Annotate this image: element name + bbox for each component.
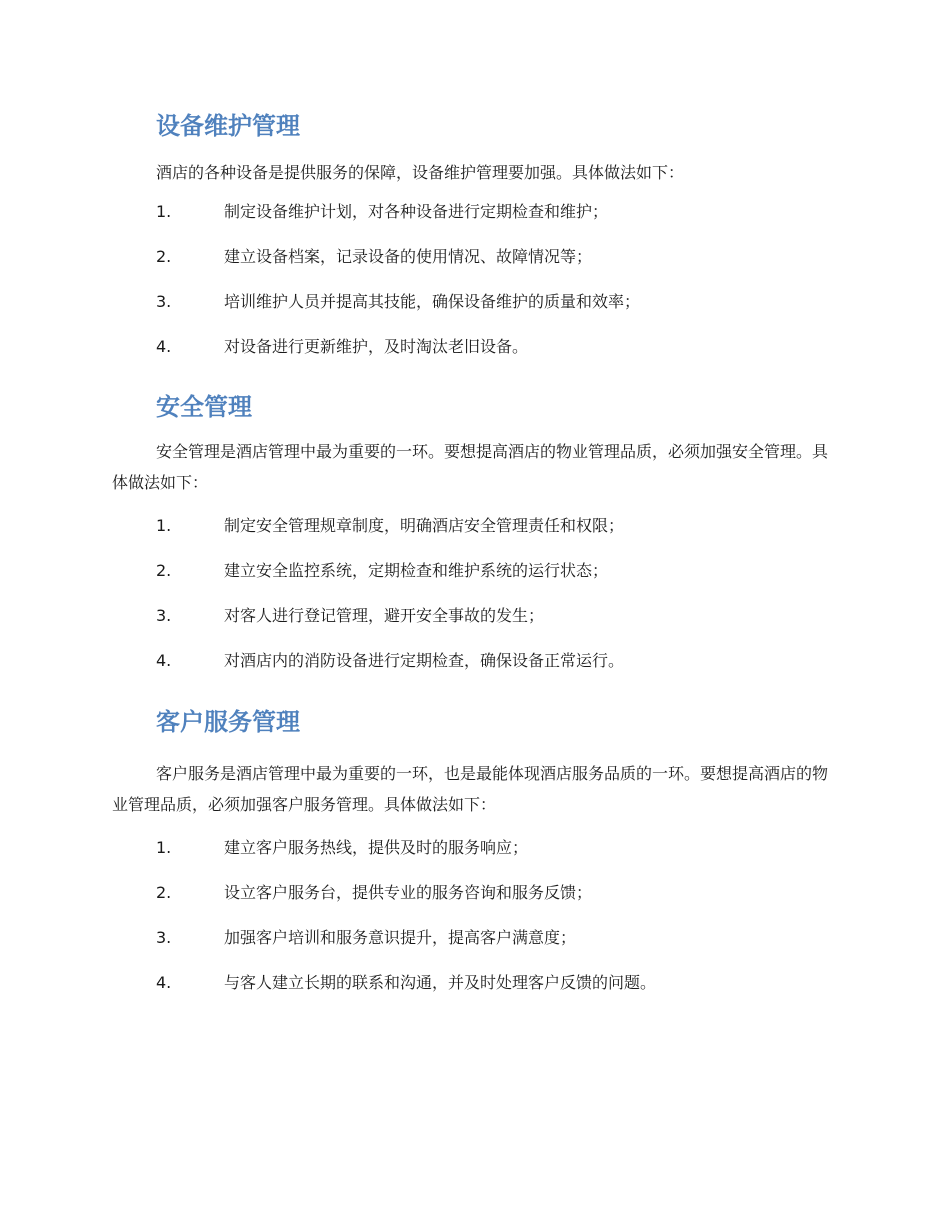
list-item-text: 与客人建立长期的联系和沟通，并及时处理客户反馈的问题。	[224, 973, 657, 992]
list-item	[112, 290, 832, 335]
list-item-text: 对酒店内的消防设备进行定期检查，确保设备正常运行。	[224, 651, 625, 670]
list-item	[112, 649, 832, 694]
section-heading: 安全管理	[156, 393, 252, 421]
list-item-number: 3.	[156, 928, 172, 947]
list-item-text: 对设备进行更新维护，及时淘汰老旧设备。	[224, 337, 529, 356]
section-intro: 酒店的各种设备是提供服务的保障，设备维护管理要加强。具体做法如下：	[156, 163, 685, 182]
list-item-number: 4.	[156, 337, 172, 356]
list-item	[112, 926, 832, 971]
list-item-text: 培训维护人员并提高其技能，确保设备维护的质量和效率；	[224, 292, 641, 311]
list-item	[112, 881, 832, 926]
list-item-number: 2.	[156, 247, 172, 266]
list-item-text: 建立安全监控系统，定期检查和维护系统的运行状态；	[224, 561, 609, 580]
list-item	[112, 200, 832, 245]
numbered-list	[112, 200, 832, 380]
list-item-text: 制定安全管理规章制度，明确酒店安全管理责任和权限；	[224, 516, 625, 535]
numbered-list	[112, 514, 832, 694]
section-intro: 客户服务是酒店管理中最为重要的一环，也是最能体现酒店服务品质的一环。要想提高酒店的物业管理品质，必须加强客户服务管理。具体做法如下：	[112, 764, 829, 814]
list-item-number: 4.	[156, 973, 172, 992]
list-item-text: 建立设备档案，记录设备的使用情况、故障情况等；	[224, 247, 593, 266]
section-equipment-maintenance	[112, 109, 832, 380]
list-item	[112, 971, 832, 1016]
list-item	[112, 514, 832, 559]
section-intro: 安全管理是酒店管理中最为重要的一环。要想提高酒店的物业管理品质，必须加强安全管理。具体做法如下：	[112, 442, 829, 492]
list-item-number: 2.	[156, 561, 172, 580]
list-item-number: 1.	[156, 202, 172, 221]
list-item-number: 3.	[156, 292, 172, 311]
list-item-number: 3.	[156, 606, 172, 625]
list-item-number: 1.	[156, 516, 172, 535]
section-heading: 设备维护管理	[156, 112, 300, 140]
section-customer-service	[112, 705, 832, 1016]
list-item-text: 设立客户服务台，提供专业的服务咨询和服务反馈；	[224, 883, 593, 902]
list-item-text: 加强客户培训和服务意识提升，提高客户满意度；	[224, 928, 577, 947]
list-item-text: 制定设备维护计划，对各种设备进行定期检查和维护；	[224, 202, 609, 221]
section-heading: 客户服务管理	[156, 708, 300, 736]
list-item	[112, 245, 832, 290]
list-item-number: 4.	[156, 651, 172, 670]
section-safety-management	[112, 390, 832, 694]
list-item	[112, 604, 832, 649]
list-item-text: 建立客户服务热线，提供及时的服务响应；	[224, 838, 529, 857]
list-item-text: 对客人进行登记管理，避开安全事故的发生；	[224, 606, 545, 625]
list-item	[112, 335, 832, 380]
list-item	[112, 559, 832, 604]
list-item-number: 2.	[156, 883, 172, 902]
list-item	[112, 836, 832, 881]
list-item-number: 1.	[156, 838, 172, 857]
numbered-list	[112, 836, 832, 1016]
